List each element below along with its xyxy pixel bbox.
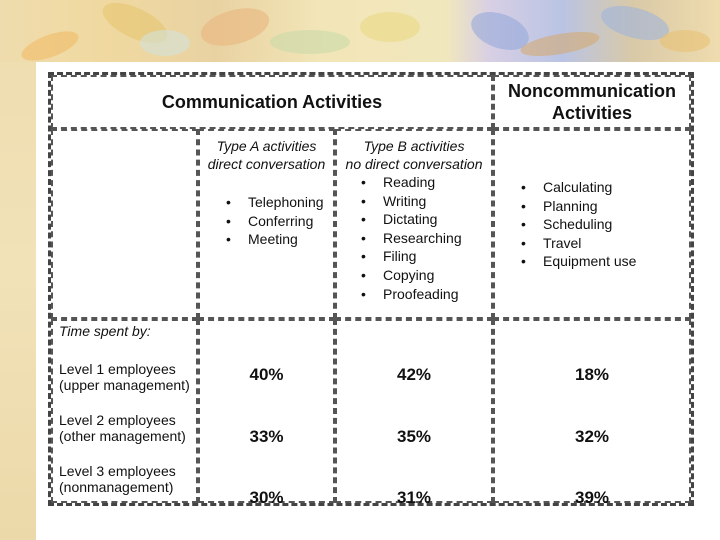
list-item: • Travel (543, 234, 689, 253)
list-item: • Filing (383, 247, 491, 266)
list-item: • Scheduling (543, 215, 689, 234)
communication-header: Communication Activities (51, 75, 493, 129)
type-b-heading-line1: Type B activities (363, 138, 465, 154)
level-3-type-b-percent: 31% (397, 488, 432, 507)
level-3-label (53, 463, 196, 495)
list-item: • Dictating (383, 210, 491, 229)
level-2-name: Level 2 employees (59, 412, 176, 428)
level-1-desc: (upper management) (59, 377, 190, 393)
noncommunication-percent-cell (493, 319, 691, 507)
activities-table-wrap (48, 72, 688, 506)
list-item: • Meeting (248, 230, 333, 249)
background-left-strip (0, 0, 40, 540)
decorative-banner (0, 0, 720, 62)
list-item: • Calculating (543, 178, 689, 197)
list-item: • Planning (543, 197, 689, 216)
level-2-desc: (other management) (59, 428, 186, 444)
type-b-cell (335, 129, 493, 319)
level-3-desc: (nonmanagement) (59, 479, 174, 495)
noncommunication-header-line2: Activities (552, 103, 633, 123)
type-b-heading (337, 137, 491, 173)
noncommunication-header (493, 75, 691, 129)
type-b-list (337, 173, 491, 303)
noncommunication-list (495, 178, 689, 271)
type-a-heading-line1: Type A activities (216, 138, 317, 154)
noncommunication-header-line1: Noncommunication (508, 81, 677, 101)
noncommunication-cell (493, 129, 691, 319)
level-3-name: Level 3 employees (59, 463, 176, 479)
type-b-percent-cell (335, 319, 493, 507)
list-item: • Copying (383, 266, 491, 285)
level-3-noncomm-percent: 39% (575, 488, 610, 507)
list-item: • Conferring (248, 212, 333, 231)
list-item: • Telephoning (248, 193, 333, 212)
level-1-label (53, 361, 196, 393)
list-item: • Researching (383, 229, 491, 248)
time-spent-label: Time spent by: (59, 323, 151, 339)
level-2-type-a-percent: 33% (249, 427, 284, 446)
level-2-label (53, 412, 196, 444)
level-3-type-a-percent: 30% (249, 488, 284, 507)
type-b-heading-line2: no direct conversation (345, 156, 483, 172)
level-1-name: Level 1 employees (59, 361, 176, 377)
level-1-type-b-percent: 42% (397, 365, 432, 384)
list-item: • Equipment use (543, 252, 689, 271)
type-a-heading (200, 137, 333, 173)
level-1-noncomm-percent: 18% (575, 365, 610, 384)
list-item: • Proofeading (383, 285, 491, 304)
level-2-type-b-percent: 35% (397, 427, 432, 446)
type-a-heading-line2: direct conversation (207, 156, 326, 172)
list-item: • Reading (383, 173, 491, 192)
type-a-percent-cell (198, 319, 335, 507)
level-1-type-a-percent: 40% (249, 365, 284, 384)
empty-label-cell (51, 129, 198, 319)
level-2-noncomm-percent: 32% (575, 427, 610, 446)
type-a-list (200, 193, 333, 249)
time-spent-cell (51, 319, 198, 503)
activities-table (48, 72, 694, 506)
list-item: • Writing (383, 192, 491, 211)
type-a-cell (198, 129, 335, 319)
